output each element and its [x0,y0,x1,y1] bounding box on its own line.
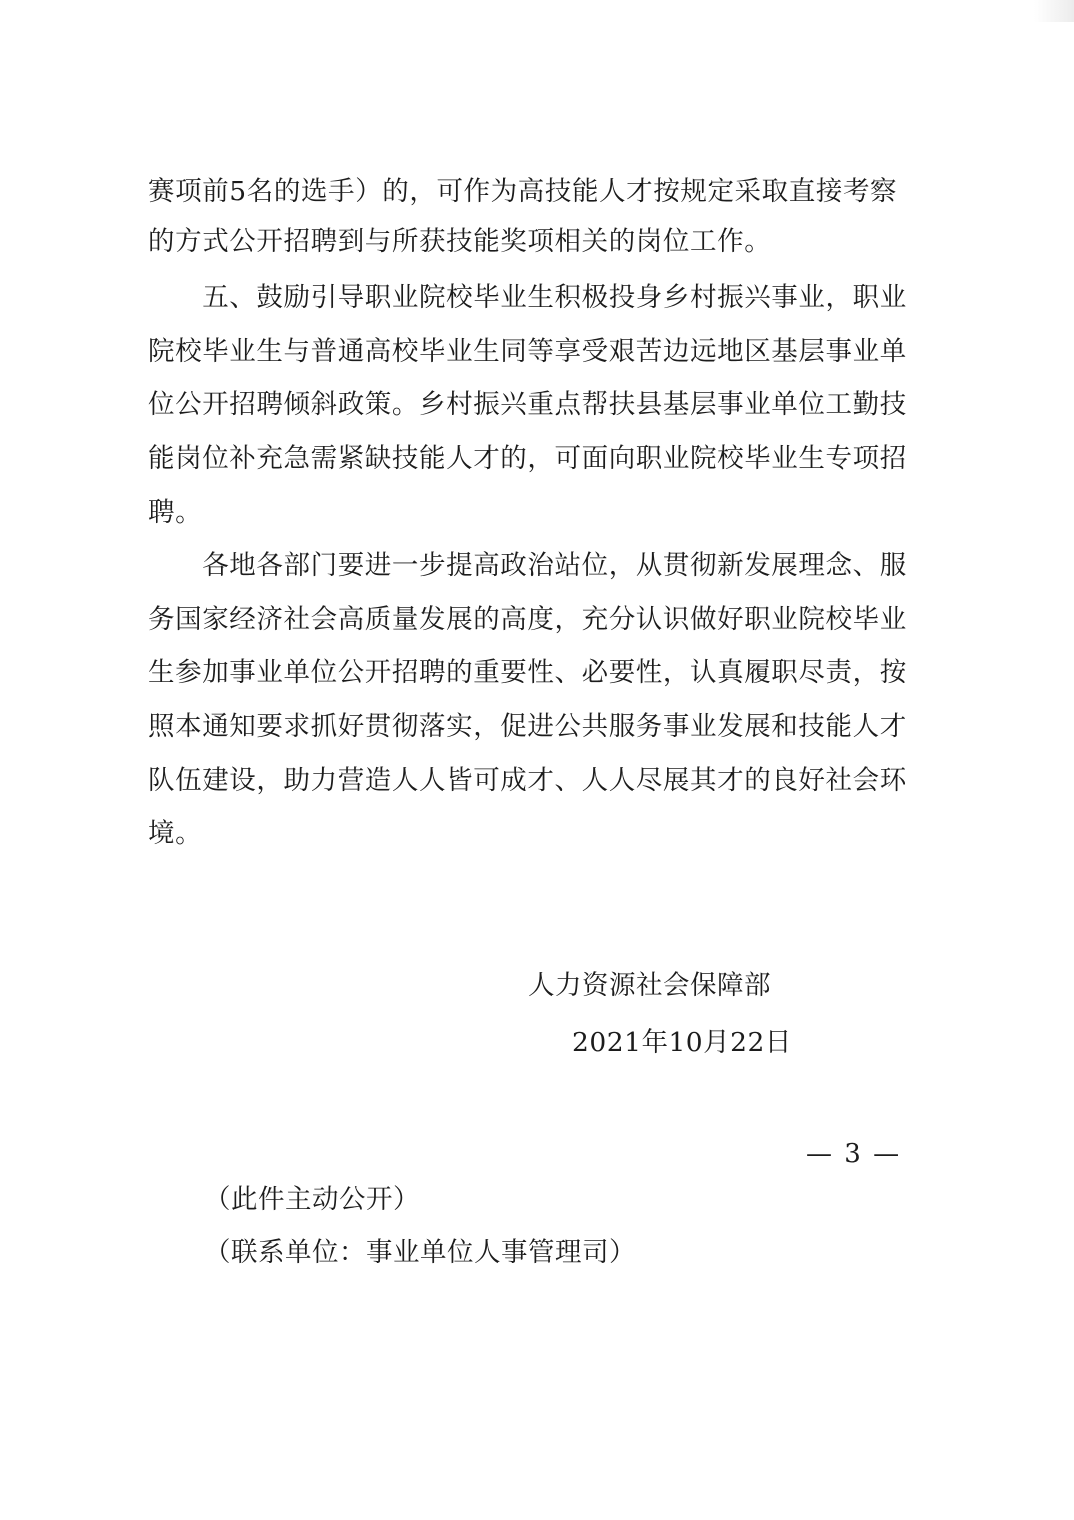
contact-note: （联系单位：事业单位人事管理司） [204,1237,636,1268]
body-line-13: 境。 [148,818,203,849]
body-line-11: 照本通知要求抓好贯彻落实，促进公共服务事业发展和技能人才 [148,711,907,742]
body-line-8: 各地各部门要进一步提高政治站位，从贯彻新发展理念、服 [148,550,907,581]
signature-organization: 人力资源社会保障部 [528,970,771,1001]
body-line-6: 能岗位补充急需紧缺技能人才的，可面向职业院校毕业生专项招 [148,443,907,474]
body-line-12: 队伍建设，助力营造人人皆可成才、人人尽展其才的良好社会环 [148,765,907,796]
body-line-3: 五、鼓励引导职业院校毕业生积极投身乡村振兴事业，职业 [148,282,907,313]
body-line-7: 聘。 [148,497,203,528]
page-number: — 3 — [806,1139,902,1169]
body-line-9: 务国家经济社会高质量发展的高度，充分认识做好职业院校毕业 [148,604,907,635]
disclosure-note: （此件主动公开） [204,1184,420,1215]
scan-edge-shadow [1034,0,1074,22]
signature-date: 2021年10月22日 [572,1027,792,1058]
body-line-5: 位公开招聘倾斜政策。乡村振兴重点帮扶县基层事业单位工勤技 [148,389,907,420]
body-line-10: 生参加事业单位公开招聘的重要性、必要性，认真履职尽责，按 [148,657,907,688]
body-line-4: 院校毕业生与普通高校毕业生同等享受艰苦边远地区基层事业单 [148,336,907,367]
body-line-1: 赛项前5名的选手）的，可作为高技能人才按规定采取直接考察 [148,176,898,207]
body-line-2: 的方式公开招聘到与所获技能奖项相关的岗位工作。 [148,226,772,257]
